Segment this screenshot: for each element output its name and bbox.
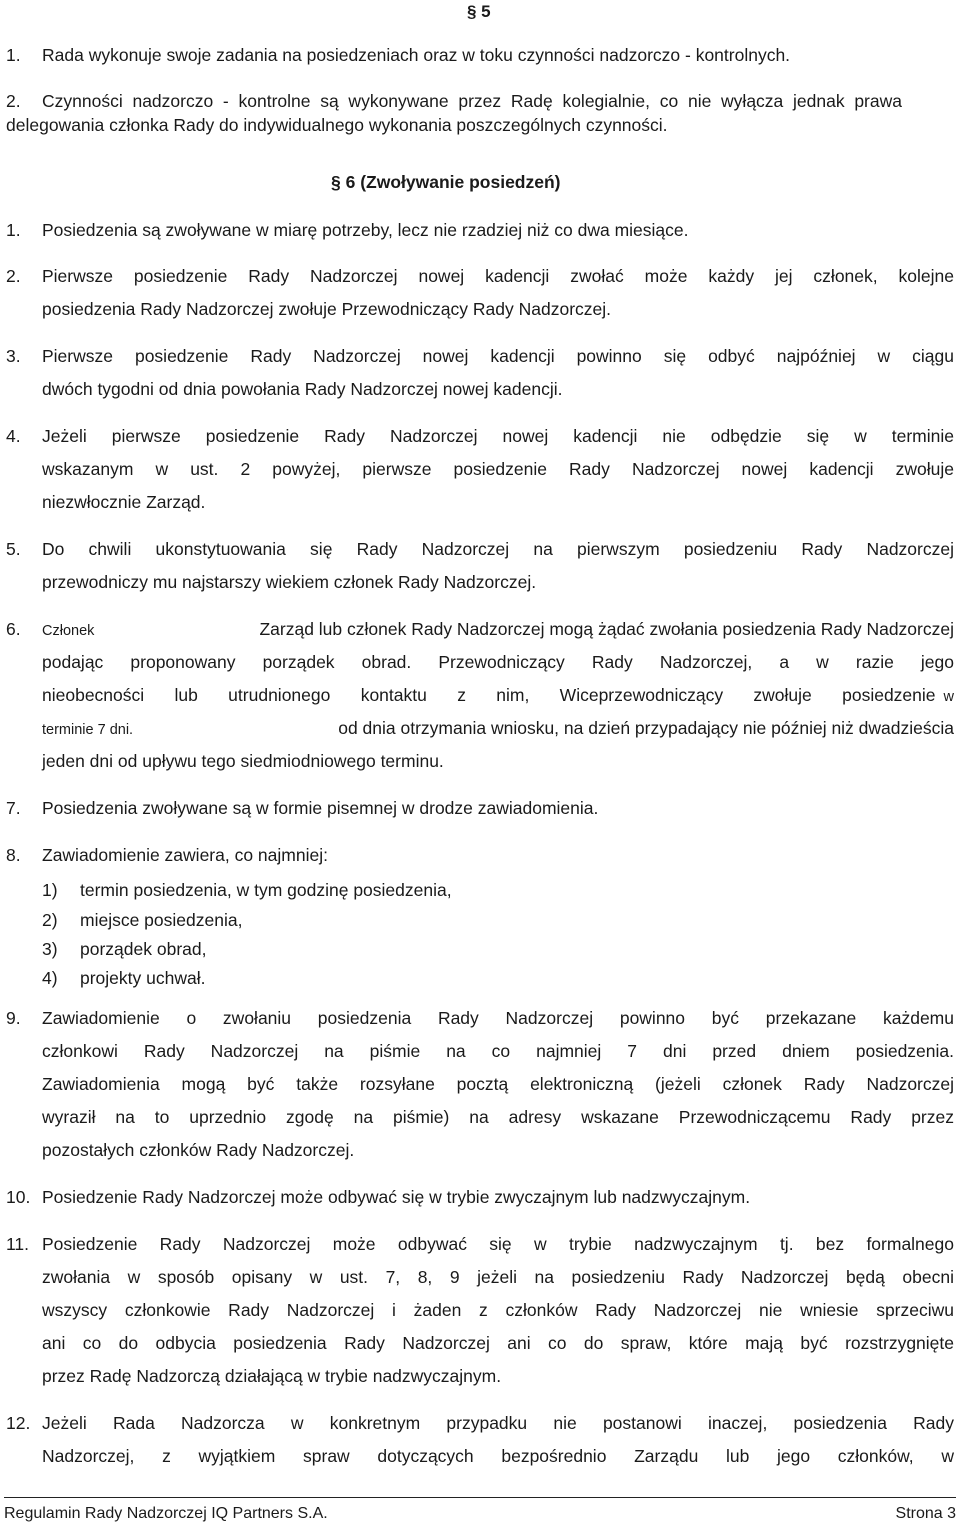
item-12-line-1: Jeżeli Rada Nadzorcza w konkretnym przypadku nie postanowi inaczej, posiedzenia Rady [42,1413,954,1433]
s5-item-1-number: 1. [6,45,21,65]
item-10-number: 10. [6,1187,31,1207]
item-3-line-1: Pierwsze posiedzenie Rady Nadzorczej nowej kadencji powinno się odbyć najpóźniej w ciągu [42,346,954,366]
item-5-line-1: Do chwili ukonstytuowania się Rady Nadzorczej na pierwszym posiedzeniu Rady Nadzorczej [42,539,954,559]
item-9-line-5: pozostałych członków Rady Nadzorczej. [42,1140,355,1160]
item-10-text: Posiedzenie Rady Nadzorczej może odbywać się w trybie zwyczajnym lub nadzwyczajnym. [42,1187,751,1207]
sub-item-3-number: 3) [42,939,58,959]
sub-item-2-number: 2) [42,910,58,930]
item-6-line-1-small: Członek [42,623,95,639]
s5-item-2-number: 2. [6,91,21,111]
item-6-line-4-small: terminie 7 dni. [42,722,134,738]
item-6-line-1 [42,619,954,640]
item-11-line-4: ani co do odbycia posiedzenia Rady Nadzorczej ani co do spraw, które mają być rozstrzygnięte [42,1333,954,1353]
item-7-text: Posiedzenia zwoływane są w formie pisemnej w drodze zawiadomienia. [42,798,599,818]
item-6-line-4-rest: od dnia otrzymania wniosku, na dzień przypadający nie później niż dwadzieścia [338,718,954,738]
item-6-line-3-main: nieobecności lub utrudnionego kontaktu z nim, Wiceprzewodniczący zwołuje posiedzenie [42,685,936,705]
item-9-line-2: członkowi Rady Nadzorczej na piśmie na co najmniej 7 dni przed dniem posiedzenia. [42,1041,954,1061]
item-11-line-5: przez Radę Nadzorczą działającą w trybie nadzwyczajnym. [42,1366,502,1386]
item-6-line-4 [42,718,954,739]
item-1-text: Posiedzenia są zwoływane w miarę potrzeby, lecz nie rzadziej niż co dwa miesiące. [42,220,689,240]
item-7-number: 7. [6,798,21,818]
footer-page-number: Strona 3 [895,1505,956,1522]
item-9-line-1: Zawiadomienie o zwołaniu posiedzenia Rady Nadzorczej powinno być przekazane każdemu [42,1008,954,1028]
item-11-line-1: Posiedzenie Rady Nadzorczej może odbywać się w trybie nadzwyczajnym tj. bez formalnego [42,1234,954,1254]
item-4-number: 4. [6,426,21,446]
item-3-line-2: dwóch tygodni od dnia powołania Rady Nadzorczej nowej kadencji. [42,379,563,399]
item-1-number: 1. [6,220,21,240]
item-8-number: 8. [6,845,21,865]
item-2-line-1: Pierwsze posiedzenie Rady Nadzorczej nowej kadencji zwołać może każdy jej członek, kolejne [42,266,954,286]
sub-item-1-text: termin posiedzenia, w tym godzinę posiedzenia, [80,880,452,900]
s5-item-1-text: Rada wykonuje swoje zadania na posiedzeniach oraz w toku czynności nadzorczo - kontrolnych. [42,45,791,65]
sub-item-4-number: 4) [42,968,58,988]
item-6-line-5: jeden dni od upływu tego siedmiodniowego terminu. [42,751,444,771]
item-11-number: 11. [6,1234,30,1254]
footer-document-title: Regulamin Rady Nadzorczej IQ Partners S.A. [4,1505,328,1522]
item-9-number: 9. [6,1008,21,1028]
sub-item-3-text: porządek obrad, [80,939,207,959]
sub-item-1-number: 1) [42,880,58,900]
item-6-number: 6. [6,619,21,639]
item-6-line-3 [42,685,954,706]
item-4-line-1: Jeżeli pierwsze posiedzenie Rady Nadzorczej nowej kadencji nie odbędzie się w terminie [42,426,954,446]
item-5-line-2: przewodniczy mu najstarszy wiekiem członek Rady Nadzorczej. [42,572,537,592]
item-4-line-2: wskazanym w ust. 2 powyżej, pierwsze posiedzenie Rady Nadzorczej nowej kadencji zwołuje [42,459,954,479]
item-8-text: Zawiadomienie zawiera, co najmniej: [42,845,328,865]
item-3-number: 3. [6,346,21,366]
sub-item-2-text: miejsce posiedzenia, [80,910,243,930]
section-6-title: § 6 (Zwoływanie posiedzeń) [331,172,561,192]
section-5-heading: § 5 [467,2,491,21]
item-2-line-2: posiedzenia Rady Nadzorczej zwołuje Przewodniczący Rady Nadzorczej. [42,299,612,319]
item-11-line-3: wszyscy członkowie Rady Nadzorczej i żaden z członków Rady Nadzorczej nie wniesie sprzeciwu [42,1300,954,1320]
item-6-line-3-small: w [943,689,954,705]
footer-divider [4,1497,956,1498]
sub-item-4-text: projekty uchwał. [80,968,206,988]
item-6-line-2: podając proponowany porządek obrad. Przewodniczący Rady Nadzorczej, a w razie jego [42,652,954,672]
item-4-line-3: niezwłocznie Zarząd. [42,492,206,512]
s5-item-2-line-2: delegowania członka Rady do indywidualnego wykonania poszczególnych czynności. [6,115,668,135]
item-11-line-2: zwołania w sposób opisany w ust. 7, 8, 9 jeżeli na posiedzeniu Rady Nadzorczej będą obecni [42,1267,954,1287]
item-2-number: 2. [6,266,21,286]
s5-item-2-line-1: Czynności nadzorczo - kontrolne są wykonywane przez Radę kolegialnie, co nie wyłącza jednak prawa [42,91,902,111]
item-12-number: 12. [6,1413,31,1433]
item-5-number: 5. [6,539,21,559]
item-9-line-3: Zawiadomienia mogą być także rozsyłane pocztą elektroniczną (jeżeli członek Rady Nadzorczej [42,1074,954,1094]
item-9-line-4: wyraził na to uprzednio zgodę na piśmie) na adresy wskazane Przewodniczącemu Rady przez [42,1107,954,1127]
item-12-line-2: Nadzorczej, z wyjątkiem spraw dotyczących bezpośrednio Zarządu lub jego członków, w [42,1446,954,1466]
item-6-line-1-rest: Zarząd lub członek Rady Nadzorczej mogą żądać zwołania posiedzenia Rady Nadzorczej [259,619,954,639]
